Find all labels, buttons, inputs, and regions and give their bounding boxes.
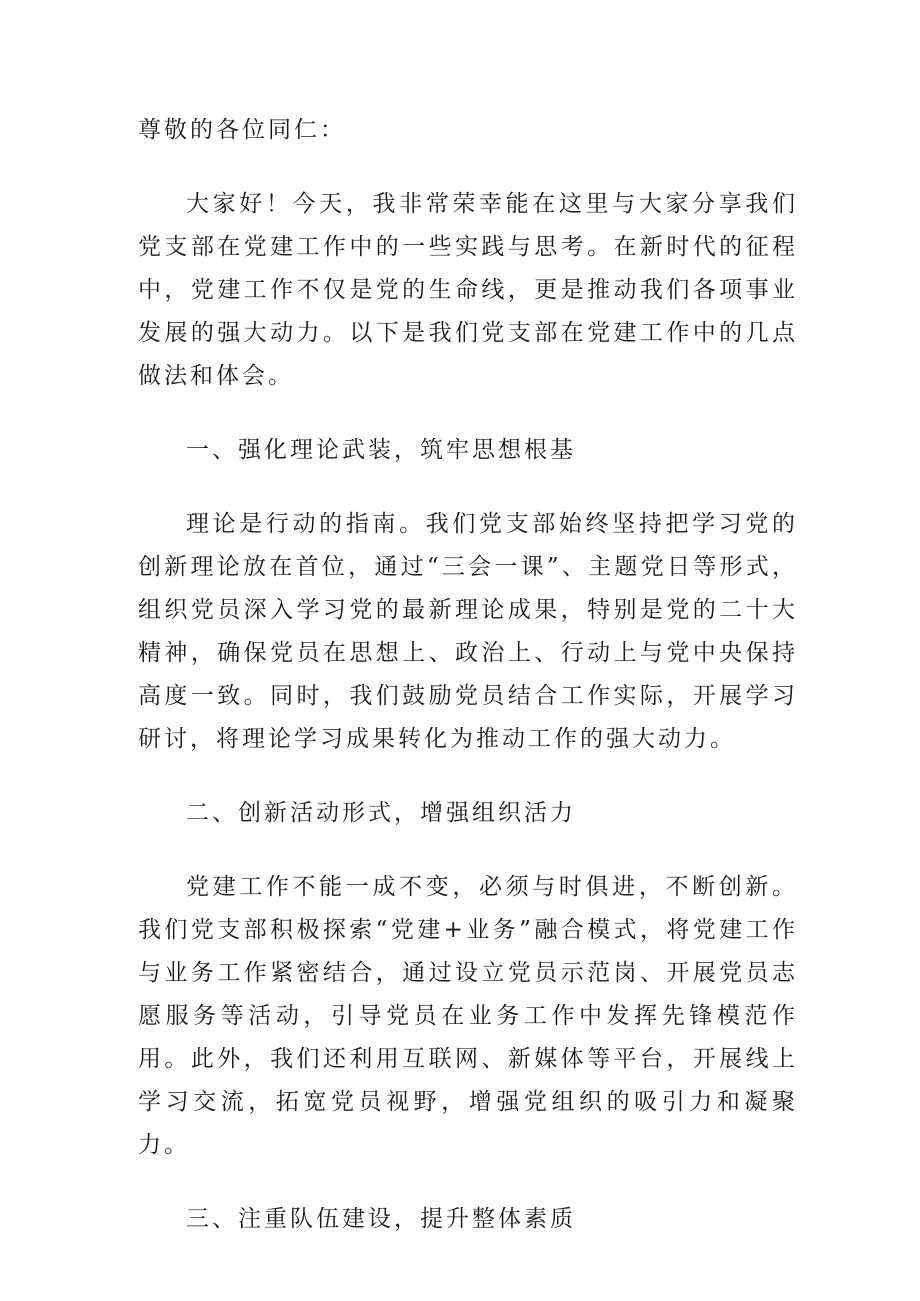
- section-1-heading: 一、强化理论武装，筑牢思想根基: [186, 437, 576, 463]
- document-body: [138, 109, 798, 1272]
- section-3-heading: 三、注重队伍建设，提升整体素质: [186, 1206, 576, 1232]
- intro-paragraph: 大家好！今天，我非常荣幸能在这里与大家分享我们党支部在党建工作中的一些实践与思考。在新时代的征程中，党建工作不仅是党的生命线，更是推动我们各项事业发展的强大动力。以下是我们党支部在党建工作中的几点做法和体会。: [138, 191, 798, 389]
- section-2-body: 党建工作不能一成不变，必须与时俱进，不断创新。我们党支部积极探索“党建+业务”融合模式，将党建工作与业务工作紧密结合，通过设立党员示范岗、开展党员志愿服务等活动，引导党员在业务工作中发挥先锋模范作用。此外，我们还利用互联网、新媒体等平台，开展线上学习交流，拓宽党员视野，增强党组织的吸引力和凝聚力。: [138, 874, 798, 1158]
- section-2-heading: 二、创新活动形式，增强组织活力: [186, 800, 576, 826]
- salutation: 尊敬的各位同仁：: [138, 117, 346, 143]
- section-1-body: 理论是行动的指南。我们党支部始终坚持把学习党的创新理论放在首位，通过“三会一课”、主题党日等形式，组织党员深入学习党的最新理论成果，特别是党的二十大精神，确保党员在思想上、政治上、行动上与党中央保持高度一致。同时，我们鼓励党员结合工作实际，开展学习研讨，将理论学习成果转化为推动工作的强大动力。: [138, 511, 798, 752]
